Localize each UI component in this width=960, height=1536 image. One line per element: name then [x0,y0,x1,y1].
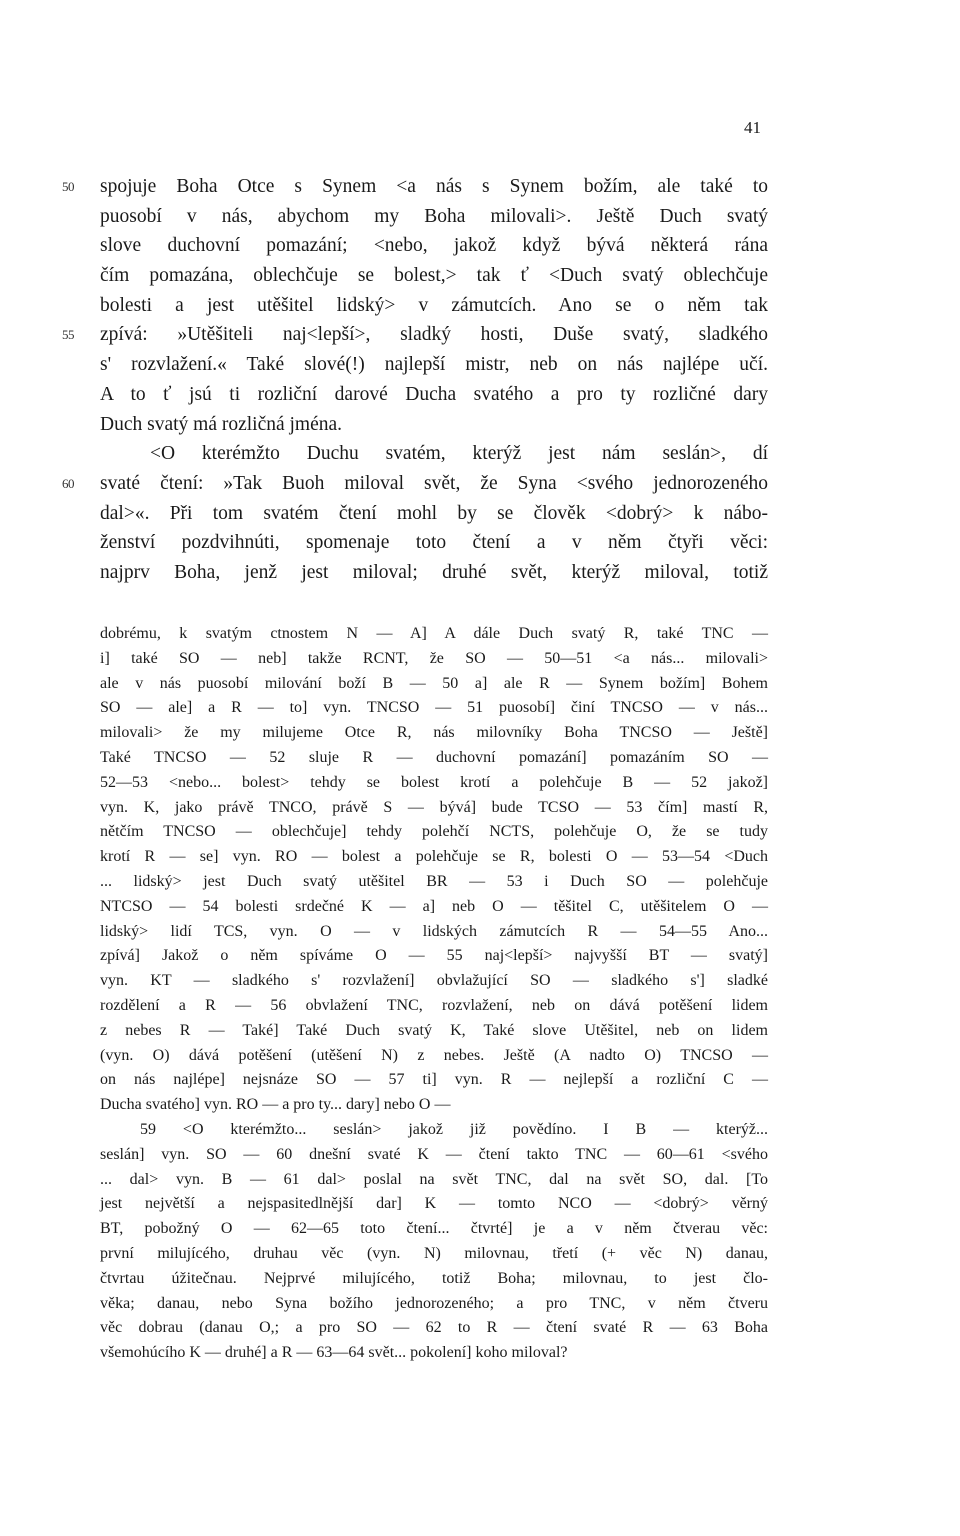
apparatus-line: NTCSO — 54 bolesti srdečné K — a] neb O — těšitel C, utěšitelem O — [100,897,768,915]
apparatus-line: rozdělení a R — 56 obvlažení TNC, rozvlažení, neb on dává potěšení lidem [100,996,768,1014]
main-text-line-content: A to ť jsú ti rozliční darové Ducha svatého a pro ty rozličné dary [100,383,768,405]
main-text-line [100,499,768,529]
apparatus-line: první milujícého, druhau věc (vyn. N) milovnau, třetí (+ věc N) danau, [100,1244,768,1262]
main-text-line-content: čím pomazána, oblechčuje se bolest,> tak ť <Duch svatý oblechčuje [100,265,768,287]
main-text-line [100,380,768,410]
apparatus-line: jest největší a nejspasitedlnější dar] K — tomto NCO — <dobrý> věrný [100,1195,768,1213]
main-text-line-content: dal>«. Při tom svatém čtení mohl by se člověk <dobrý> k nábo- [100,502,768,524]
apparatus-line: seslán] vyn. SO — 60 dnešní svaté K — čtení takto TNC — 60—61 <svého [100,1145,768,1163]
apparatus-line: milovali> že my milujeme Otce R, nás milovníky Boha TNCSO — Ještě] [100,724,768,742]
main-text-line [100,350,768,380]
apparatus-line: Také TNCSO — 52 sluje R — duchovní pomazání] pomazáním SO — [100,748,768,766]
apparatus-line: i] také SO — neb] takže RCNT, že SO — 50—51 <a nás... milovali> [100,649,768,667]
apparatus-line: všemohúcího K — druhé] a R — 63—64 svět... pokolení] koho miloval? [100,1344,568,1362]
apparatus-line: (vyn. O) dává potěšení (utěšení N) z nebes. Ještě (A nadto O) TNCSO — [100,1046,768,1064]
apparatus-line: vyn. KT — sladkého s' rozvlažení] obvlažující SO — sladkého s'] sladké [100,972,768,990]
main-text-line-content: slove duchovní pomazání; <nebo, jakož když bývá některá rána [100,235,768,257]
main-text-line [62,320,768,350]
apparatus-line: z nebes R — Také] Také Duch svatý K, Také slove Utěšitel, neb on lidem [100,1021,768,1039]
main-text-line-content: <O kterémžto Duchu svatém, kterýž jest nám seslán>, dí [150,443,768,465]
apparatus-line: vyn. K, jako právě TNCO, právě S — bývá] bude TCSO — 53 čím] mastí R, [100,798,768,816]
apparatus-line: BT, pobožný O — 62—65 toto čtení... čtvrté] je a v něm čtverau věc: [100,1220,768,1238]
apparatus-line: ... dal> vyn. B — 61 dal> poslal na svět TNC, dal na svět SO, dal. [To [100,1170,768,1188]
page-number: 41 [744,118,761,137]
line-number: 55 [62,327,74,343]
main-text-line-content: puosobí v nás, abychom my Boha milovali>. Ještě Duch svatý [100,205,768,227]
main-text-line [100,439,768,469]
apparatus-line: ... lidský> jest Duch svatý utěšitel BR — 53 i Duch SO — polehčuje [100,872,768,890]
main-text-line-content: s' rozvlažení.« Také slové(!) najlepší mistr, neb on nás najlépe učí. [100,354,768,376]
main-text-line [100,558,768,588]
apparatus-line: 52—53 <nebo... bolest> tehdy se bolest krotí a polehčuje B — 52 jakož] [100,773,768,791]
main-text-line [62,172,768,202]
line-number: 50 [62,179,74,194]
main-text-line [100,291,768,321]
apparatus-line: SO — ale] a R — to] vyn. TNCSO — 51 puosobí] činí TNCSO — v nás... [100,699,768,717]
main-text-line-content: spojuje Boha Otce s Synem <a nás s Synem božím, ale také to [100,176,768,197]
apparatus-line: čtvrtau úžitečnau. Nejprvé milujícého, totiž Boha; milovnau, to jest člo- [100,1269,768,1287]
main-text-line-content: bolesti a jest utěšitel lidský> v zámutcích. Ano se o něm tak [100,294,768,316]
apparatus-line: nětčím TNCSO — oblechčuje] tehdy polehčí NCTS, polehčuje O, že se tudy [100,823,768,841]
apparatus-line: 59 <O kterémžto... seslán> jakož již povědíno. I B — kterýž... [140,1120,768,1138]
apparatus-line: zpívá] Jakož o něm spíváme O — 55 naj<lepší> najvyšší BT — svatý] [100,947,768,965]
apparatus-line: věc dobrau (danau O,; a pro SO — 62 to R — čtení svaté R — 63 Boha [100,1319,768,1337]
apparatus-line: ale v nás puosobí milování boží B — 50 a] ale R — Synem božím] Bohem [100,674,768,692]
main-text-line-content: zpívá: »Utěšiteli naj<lepší>, sladký hosti, Duše svatý, sladkého [100,324,768,346]
main-text-line [100,410,768,440]
apparatus-line: Ducha svatého] vyn. RO — a pro ty... dary] nebo O — [100,1096,451,1114]
critical-apparatus [100,622,768,1366]
main-text-line [100,231,768,261]
main-text-line-content: najprv Boha, jenž jest miloval; druhé svět, kterýž miloval, totiž [100,561,768,583]
main-text-line [100,528,768,558]
main-text-line-content: ženství pozdvihnúti, spomenaje toto čtení a v něm čtyři věci: [100,532,768,554]
main-text-line [100,261,768,291]
apparatus-line: věka; danau, nebo Syna božího jednorozeného; a pro TNC, v něm čtveru [100,1294,768,1312]
apparatus-line: dobrému, k svatým ctnostem N — A] A dále Duch svatý R, také TNC — [100,625,768,642]
apparatus-line: krotí R — se] vyn. RO — bolest a polehčuje se R, bolesti O — 53—54 <Duch [100,848,768,866]
apparatus-line: on nás najlépe] nejsnáze SO — 57 ti] vyn. R — nejlepší a rozliční C — [100,1071,768,1089]
apparatus-line: lidský> lidí TCS, vyn. O — v lidských zámutcích R — 54—55 Ano... [100,922,768,940]
main-text-line-content: svaté čtení: »Tak Buoh miloval svět, že Syna <svého jednorozeného [100,472,768,494]
main-text-line [100,202,768,232]
line-number: 60 [62,475,74,491]
main-text-line-content: Duch svatý má rozličná jména. [100,413,343,435]
main-text-block [62,172,768,588]
main-text-line [62,469,768,499]
